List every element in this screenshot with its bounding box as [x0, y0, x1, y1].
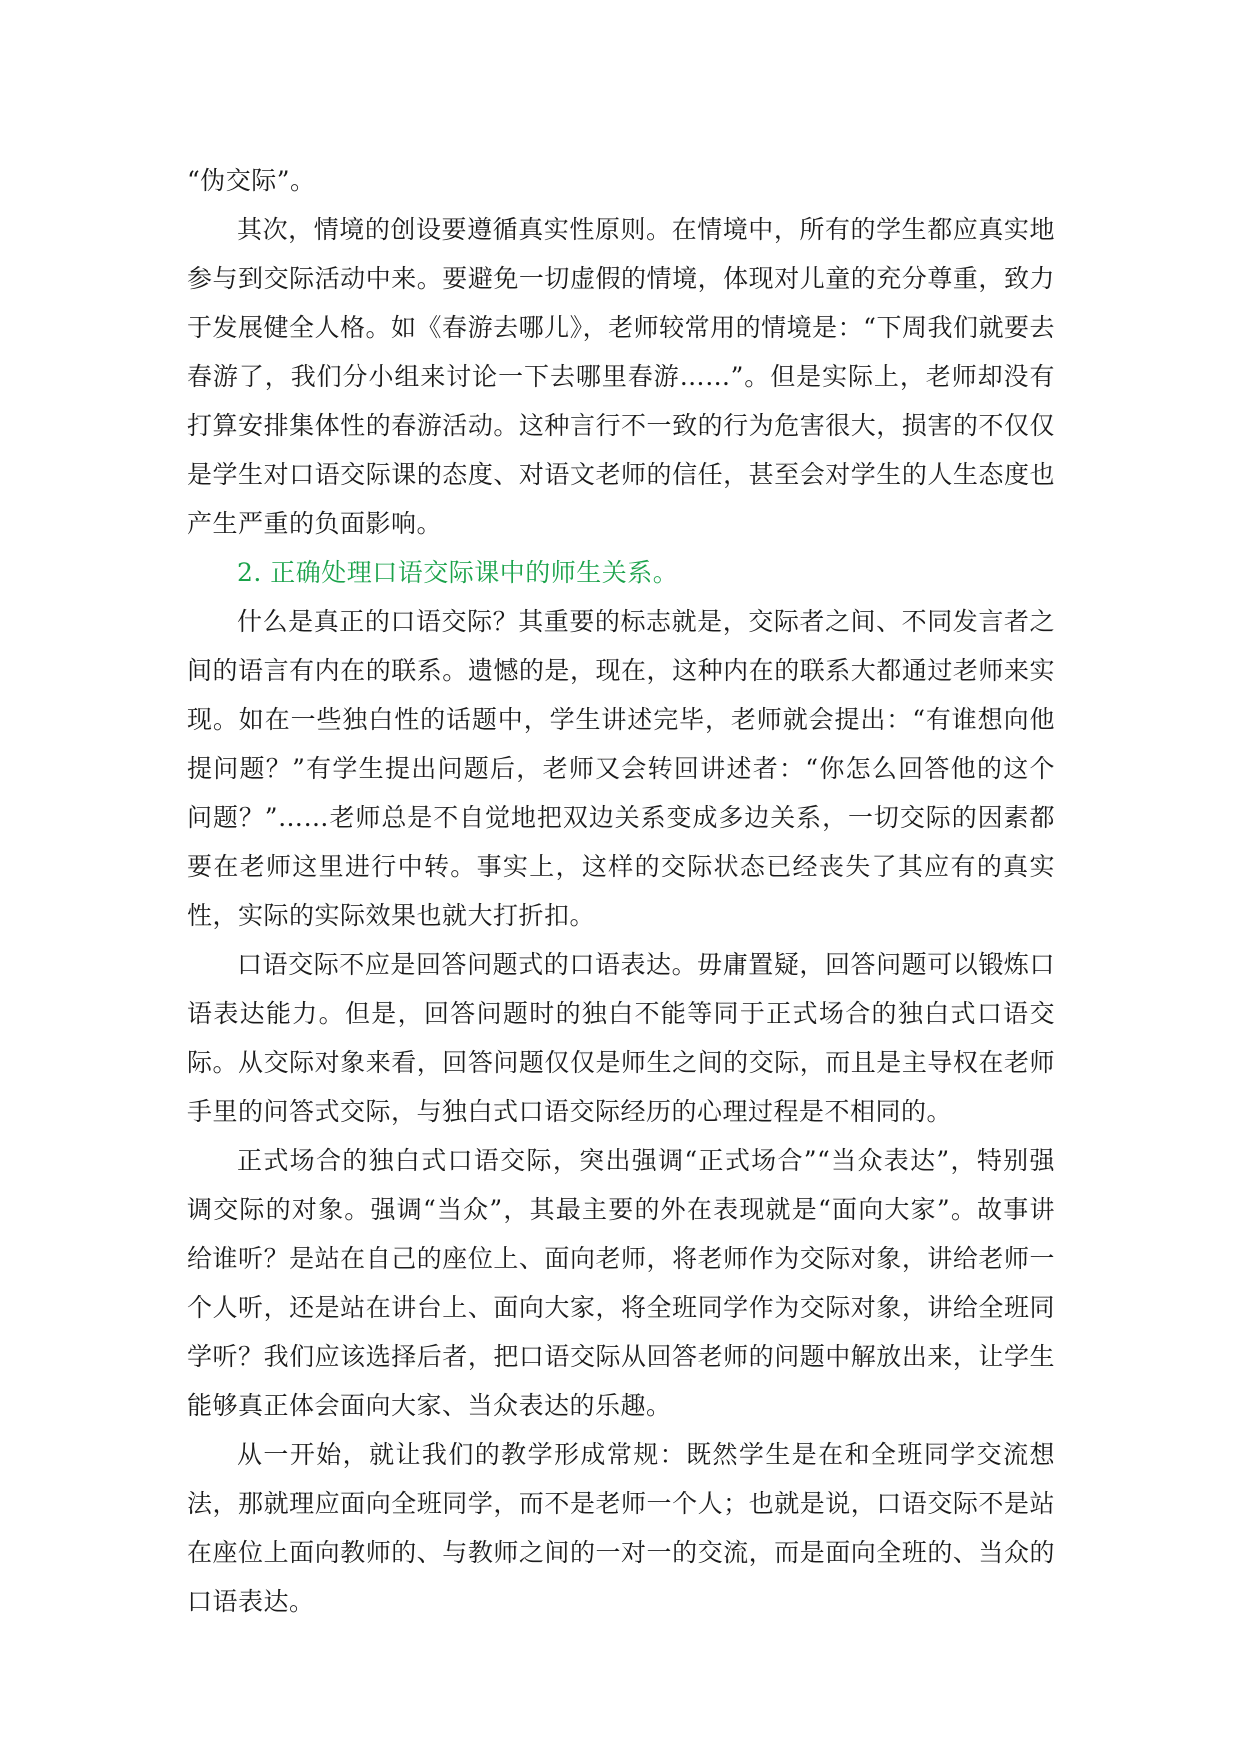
section-heading: 2. 正确处理口语交际课中的师生关系。	[237, 558, 679, 587]
paragraph-continuation: “伪交际”。	[187, 166, 316, 195]
paragraph-not-question-answer: 口语交际不应是回答问题式的口语表达。毋庸置疑，回答问题可以锻炼口语表达能力。但是，回答问题时的独白不能等同于正式场合的独白式口语交际。从交际对象来看，回答问题仅仅是师生之间的交际，而且是主导权在老师手里的问答式交际，与独白式口语交际经历的心理过程是不相同的。	[187, 950, 1055, 1126]
paragraph-formal-occasion: 正式场合的独白式口语交际，突出强调“正式场合”“当众表达”，特别强调交际的对象。强调“当众”，其最主要的外在表现就是“面向大家”。故事讲给谁听？是站在自己的座位上、面向老师，将老师作为交际对象，讲给老师一个人听，还是站在讲台上、面向大家，将全班同学作为交际对象，讲给全班同学听？我们应该选择后者，把口语交际从回答老师的问题中解放出来，让学生能够真正体会面向大家、当众表达的乐趣。	[187, 1146, 1055, 1420]
document-page	[187, 156, 1055, 1626]
paragraph-authenticity-principle: 其次，情境的创设要遵循真实性原则。在情境中，所有的学生都应真实地参与到交际活动中来。要避免一切虚假的情境，体现对儿童的充分尊重，致力于发展健全人格。如《春游去哪儿》，老师较常用的情境是：“下周我们就要去春游了，我们分小组来讨论一下去哪里春游……”。但是实际上，老师却没有打算安排集体性的春游活动。这种言行不一致的行为危害很大，损害的不仅仅是学生对口语交际课的态度、对语文老师的信任，甚至会对学生的人生态度也产生严重的负面影响。	[187, 215, 1055, 538]
paragraph-true-communication: 什么是真正的口语交际？其重要的标志就是，交际者之间、不同发言者之间的语言有内在的联系。遗憾的是，现在，这种内在的联系大都通过老师来实现。如在一些独白性的话题中，学生讲述完毕，老师就会提出：“有谁想向他提问题？”有学生提出问题后，老师又会转回讲述者：“你怎么回答他的这个问题？”……老师总是不自觉地把双边关系变成多边关系，一切交际的因素都要在老师这里进行中转。事实上，这样的交际状态已经丧失了其应有的真实性，实际的实际效果也就大打折扣。	[187, 607, 1055, 930]
paragraph-teaching-routine: 从一开始，就让我们的教学形成常规：既然学生是在和全班同学交流想法，那就理应面向全班同学，而不是老师一个人；也就是说，口语交际不是站在座位上面向教师的、与教师之间的一对一的交流，而是面向全班的、当众的口语表达。	[187, 1440, 1055, 1616]
